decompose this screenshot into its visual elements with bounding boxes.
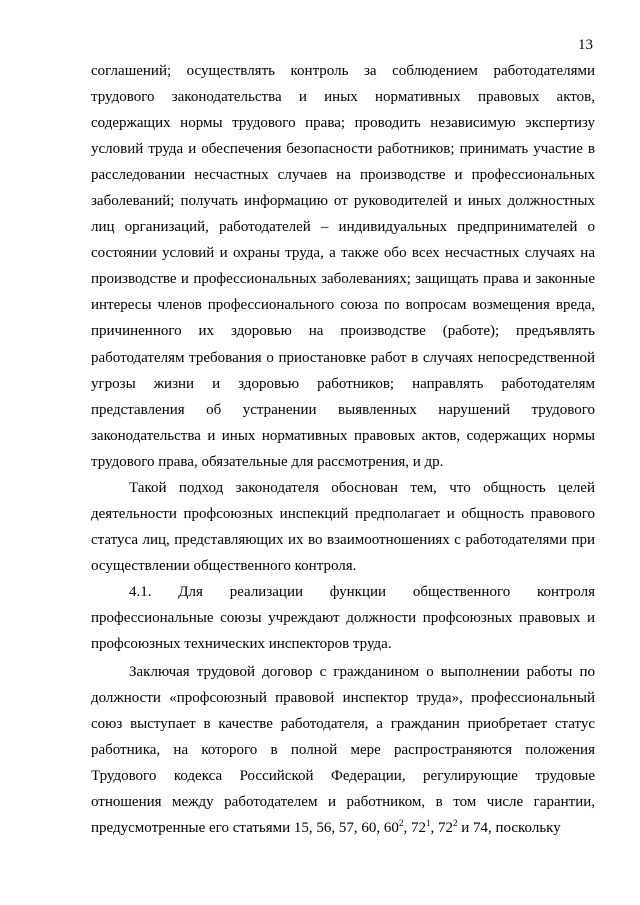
paragraph-text-part: , 72 [403,820,426,837]
page-number: 13 [578,37,593,53]
paragraph-section-4-1: 4.1. Для реализации функции общественного контроля профессиональные союзы учреждают должности профсоюзных правовых и профсоюзных технических инспекторов труда. [91,583,595,653]
paragraph-text-part: Заключая трудовой договор с гражданином о выполнении работы по должности «профсоюзный правовой инспектор труда», профессиональный союз выступает в качестве работодателя, а гражданин приобретает статус работника, на которого в полной мере распространяются положения Трудового кодекса Российской Федерации, регулирующие трудовые отношения между работодателем и работником, в том числе гарантии, предусмотренные его статьями 15, 56, 57, 60, 60 [91,664,595,837]
body-text [91,58,595,841]
superscript-index: 1 [425,818,431,829]
paragraph-employment-contract [91,659,595,841]
paragraph-approach: Такой подход законодателя обоснован тем, что общность целей деятельности профсоюзных инспекций предполагает и общность правового статуса лиц, представляющих их во взаимоотношениях с работодателями при осуществлении общественного контроля. [91,479,595,574]
superscript-index: 2 [452,818,458,829]
paragraph-text-part: , 72 [430,820,453,837]
paragraph-continuation: соглашений; осуществлять контроль за соблюдением работодателями трудового законодательства и иных нормативных правовых актов, содержащих нормы трудового права; проводить независимую экспертизу условий труда и обеспечения безопасности работников; принимать участие в расследовании несчастных случаев на производстве и профессиональных заболеваний; получать информацию от руководителей и иных должностных лиц организаций, работодателей – индивидуальных предпринимателей о состоянии условий и охраны труда, а также обо всех несчастных случаях на производстве и профессиональных заболеваниях; защищать права и законные интересы членов профессионального союза по вопросам возмещения вреда, причиненного их здоровью на производстве (работе); предъявлять работодателям требования о приостановке работ в случаях непосредственной угрозы жизни и здоровью работников; направлять работодателям представления об устранении выявленных нарушений трудового законодательства и иных нормативных правовых актов, содержащих нормы трудового права, обязательные для рассмотрения, и др. [91,63,595,470]
superscript-index: 2 [398,818,404,829]
paragraph-text-part: и 74, поскольку [457,820,561,837]
